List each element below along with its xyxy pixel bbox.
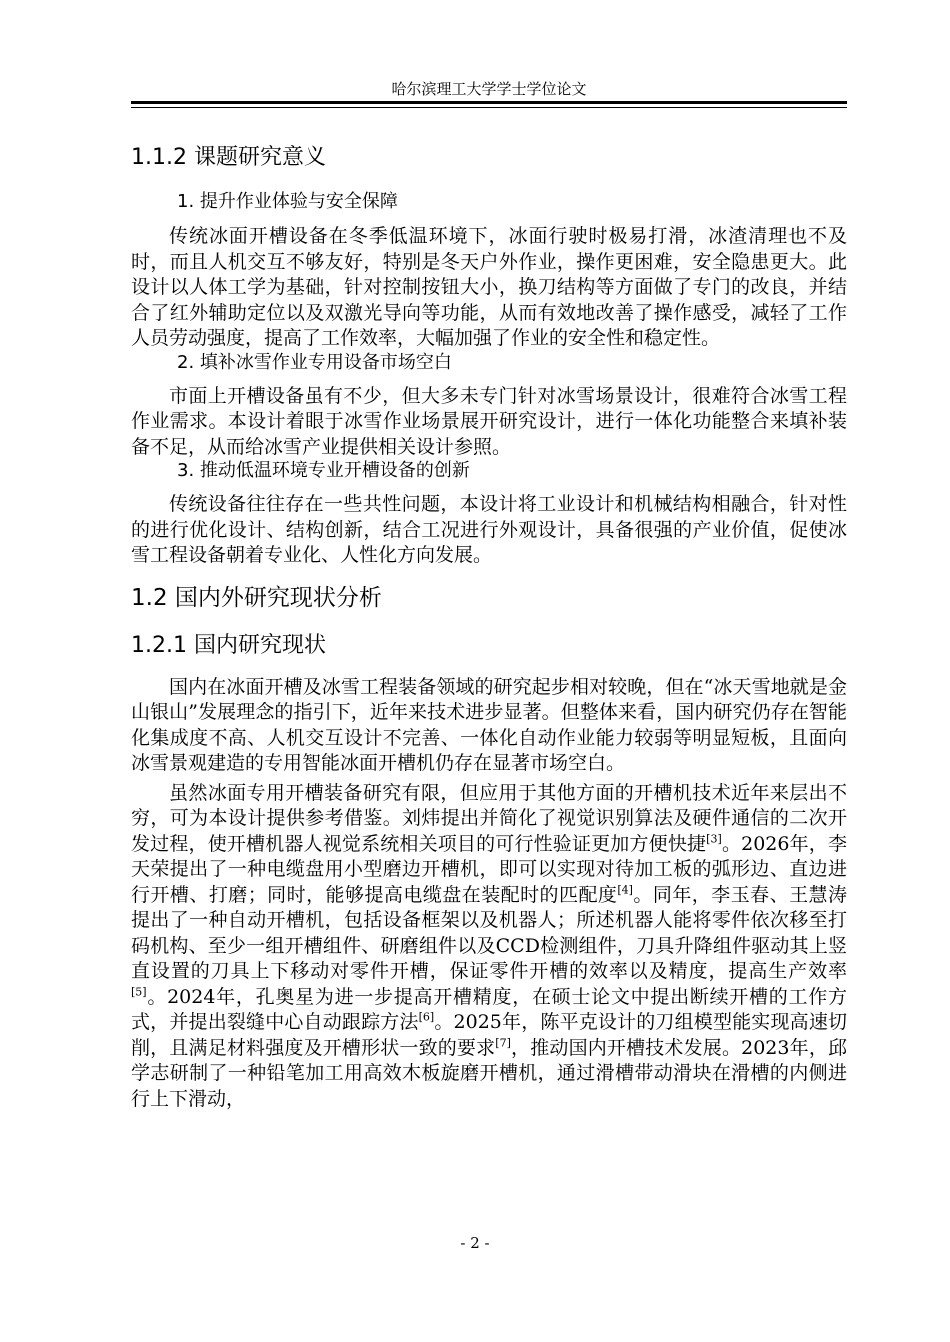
paragraph-domestic-literature <box>131 781 847 1113</box>
text-run: 。2025年，陈平克设计的刀组模型能实现高速切削，且满足材料强度及开槽形状一致的要求 <box>131 1011 847 1059</box>
citation-ref: [6] <box>418 1010 435 1024</box>
body-text <box>131 143 847 1112</box>
citation-ref: [4] <box>617 883 633 897</box>
text-run: 。同年，李玉春、王慧涛提出了一种自动开槽机，包括设备框架以及机器人；所述机器人能将零件依次移至打码机构、至少一组开槽组件、研磨组件以及CCD检测组件，刀具升降组件驱动其上竖直设置的刀具上下移动对零件开槽，保证零件开槽的效率以及精度，提高生产效率 <box>131 883 847 982</box>
citation-ref: [3] <box>706 832 722 846</box>
citation-ref: [7] <box>495 1036 511 1050</box>
subheading-1: 1. 提升作业体验与安全保障 <box>177 191 398 212</box>
paragraph-domestic-overview: 国内在冰面开槽及冰雪工程装备领域的研究起步相对较晚，但在“冰天雪地就是金山银山”发展理念的指引下，近年来技术进步显著。但整体来看，国内研究仍存在智能化集成度不高、人机交互设计不完善、一体化自动作业能力较弱等明显短板，且面向冰雪景观建造的专用智能冰面开槽机仍存在显著市场空白。 <box>131 675 847 774</box>
paragraph-market-gap: 市面上开槽设备虽有不少，但大多未专门针对冰雪场景设计，很难符合冰雪工程作业需求。本设计着眼于冰雪作业场景展开研究设计，进行一体化功能整合来填补装备不足，从而给冰雪产业提供相关设计参照。 <box>131 384 847 458</box>
page-number: - 2 - <box>460 1234 490 1252</box>
header-rule-thick <box>131 101 847 104</box>
paragraph-safety: 传统冰面开槽设备在冬季低温环境下，冰面行驶时极易打滑，冰渣清理也不及时，而且人机交互不够友好，特别是冬天户外作业，操作更困难，安全隐患更大。此设计以人体工学为基础，针对控制按钮大小，换刀结构等方面做了专门的改良，并结合了红外辅助定位以及双激光导向等功能，从而有效地改善了操作感受，减轻了工作人员劳动强度，提高了工作效率，大幅加强了作业的安全性和稳定性。 <box>131 225 847 349</box>
section-heading-1-1-2: 1.1.2 课题研究意义 <box>131 145 326 170</box>
header-rule-thin <box>131 107 847 108</box>
text-run: 。2024年，孔奥星为进一步提高开槽精度，在硕士论文中提出断续开槽的工作方式，并提出裂缝中心自动跟踪方法 <box>131 985 847 1033</box>
section-heading-1-2-1: 1.2.1 国内研究现状 <box>131 632 326 658</box>
text-run: 虽然冰面专用开槽装备研究有限，但应用于其他方面的开槽机技术近年来层出不穷，可为本设计提供参考借鉴。刘炜提出并简化了视觉识别算法及硬件通信的二次开发过程，使开槽机器人视觉系统相关项目的可行性验证更加方便快捷 <box>131 781 847 855</box>
section-heading-1-2: 1.2 国内外研究现状分析 <box>131 584 382 611</box>
text-run: ，推动国内开槽技术发展。2023年，邱学志研制了一种铅笔加工用高效木板旋磨开槽机，通过滑槽带动滑块在滑槽的内侧进行上下滑动， <box>131 1036 847 1110</box>
text-run: 。2026年，李天荣提出了一种电缆盘用小型磨边开槽机，即可以实现对待加工板的弧形边、直边进行开槽、打磨；同时，能够提高电缆盘在装配时的匹配度 <box>131 832 847 906</box>
subheading-2: 2. 填补冰雪作业专用设备市场空白 <box>177 351 452 373</box>
running-header: 哈尔滨理工大学学士学位论文 <box>391 80 587 98</box>
subheading-3: 3. 推动低温环境专业开槽设备的创新 <box>177 460 470 481</box>
paragraph-innovation: 传统设备往往存在一些共性问题，本设计将工业设计和机械结构相融合，针对性的进行优化设计、结构创新，结合工况进行外观设计，具备很强的产业价值，促使冰雪工程设备朝着专业化、人性化方向发展。 <box>131 493 847 566</box>
citation-ref: [5] <box>131 985 147 999</box>
